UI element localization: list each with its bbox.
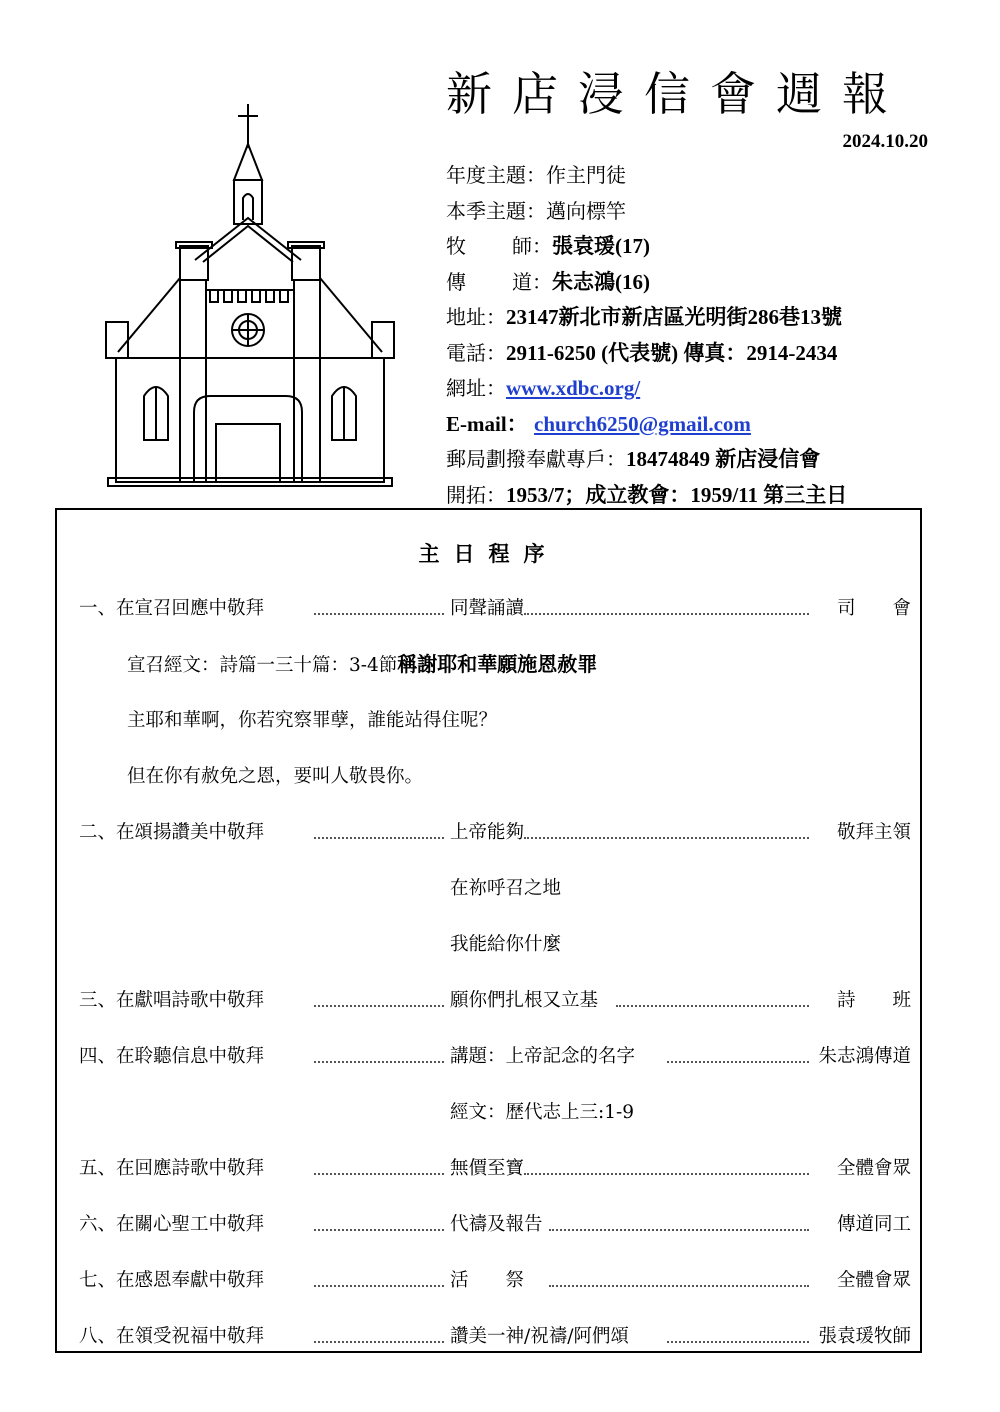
pastor: 牧 師：張袁瑗(17) xyxy=(446,234,650,258)
bulletin-title: 新店浸信會週報 xyxy=(446,67,908,121)
address: 地址：23147新北市新店區光明街286巷13號 xyxy=(446,305,842,329)
founded: 開拓：1953/7；成立教會：1959/11 第三主日 xyxy=(446,482,848,507)
dot-leader xyxy=(314,1173,444,1175)
bulletin-date: 2024.10.20 xyxy=(842,131,928,152)
preacher: 傳 道：朱志鴻(16) xyxy=(446,269,650,294)
dot-leader xyxy=(524,1173,809,1175)
dot-leader xyxy=(667,1341,809,1343)
email: E-mail： church6250@gmail.com xyxy=(446,411,751,436)
church-info xyxy=(446,158,966,513)
song-3: 我能給你什麼 xyxy=(450,934,562,955)
theme-season: 本季主題：邁向標竿 xyxy=(446,198,626,223)
postal-account: 郵局劃撥奉獻專戶：18474849 新店浸信會 xyxy=(446,447,821,471)
call-verse: 宣召經文：詩篇一三十篇：3-4節稱謝耶和華願施恩赦罪 xyxy=(127,652,598,676)
theme-year: 年度主題：作主門徒 xyxy=(446,163,626,187)
program-box xyxy=(55,508,922,1353)
email-link[interactable]: church6250@gmail.com xyxy=(534,411,751,436)
dot-leader xyxy=(314,613,444,615)
dot-leader xyxy=(314,1005,444,1007)
dot-leader xyxy=(667,1061,809,1063)
program-item: 二、在頌揚讚美中敬拜 上帝能夠 敬拜主領 xyxy=(79,822,911,843)
program-item: 六、在關心聖工中敬拜 代禱及報告 傳道同工 xyxy=(79,1214,911,1235)
dot-leader xyxy=(549,1285,809,1287)
phone: 電話：2911-6250 (代表號) 傳真：2914-2434 xyxy=(446,340,838,365)
program-item: 五、在回應詩歌中敬拜 無價至寶 全體會眾 xyxy=(79,1158,911,1179)
dot-leader xyxy=(549,1229,809,1231)
dot-leader xyxy=(314,1341,444,1343)
call-line-1: 主耶和華啊，你若究察罪孽，誰能站得住呢？ xyxy=(127,710,498,731)
church-illustration xyxy=(100,100,400,490)
dot-leader xyxy=(524,837,809,839)
call-line-2: 但在你有赦免之恩，要叫人敬畏你。 xyxy=(127,766,424,787)
scripture: 經文：歷代志上三:1-9 xyxy=(450,1102,635,1123)
dot-leader xyxy=(314,1229,444,1231)
dot-leader xyxy=(524,613,809,615)
dot-leader xyxy=(314,837,444,839)
program-item: 三、在獻唱詩歌中敬拜 願你們扎根又立基 詩 班 xyxy=(79,990,911,1011)
program-title: 主日程序 xyxy=(418,541,559,566)
website: 網址：www.xdbc.org/ xyxy=(446,376,641,400)
website-link[interactable]: www.xdbc.org/ xyxy=(506,376,641,400)
program-item: 七、在感恩奉獻中敬拜 活 祭 全體會眾 xyxy=(79,1270,911,1291)
dot-leader xyxy=(616,1005,809,1007)
program-item: 一、在宣召回應中敬拜 同聲誦讀 司 會 xyxy=(79,598,911,619)
song-2: 在祢呼召之地 xyxy=(450,878,562,899)
dot-leader xyxy=(314,1285,444,1287)
program-item: 八、在領受祝福中敬拜 讚美一神/祝禱/阿們頌 張袁瑗牧師 xyxy=(79,1326,911,1347)
dot-leader xyxy=(314,1061,444,1063)
program-item: 四、在聆聽信息中敬拜 講題：上帝記念的名字 朱志鴻傳道 xyxy=(79,1046,911,1067)
